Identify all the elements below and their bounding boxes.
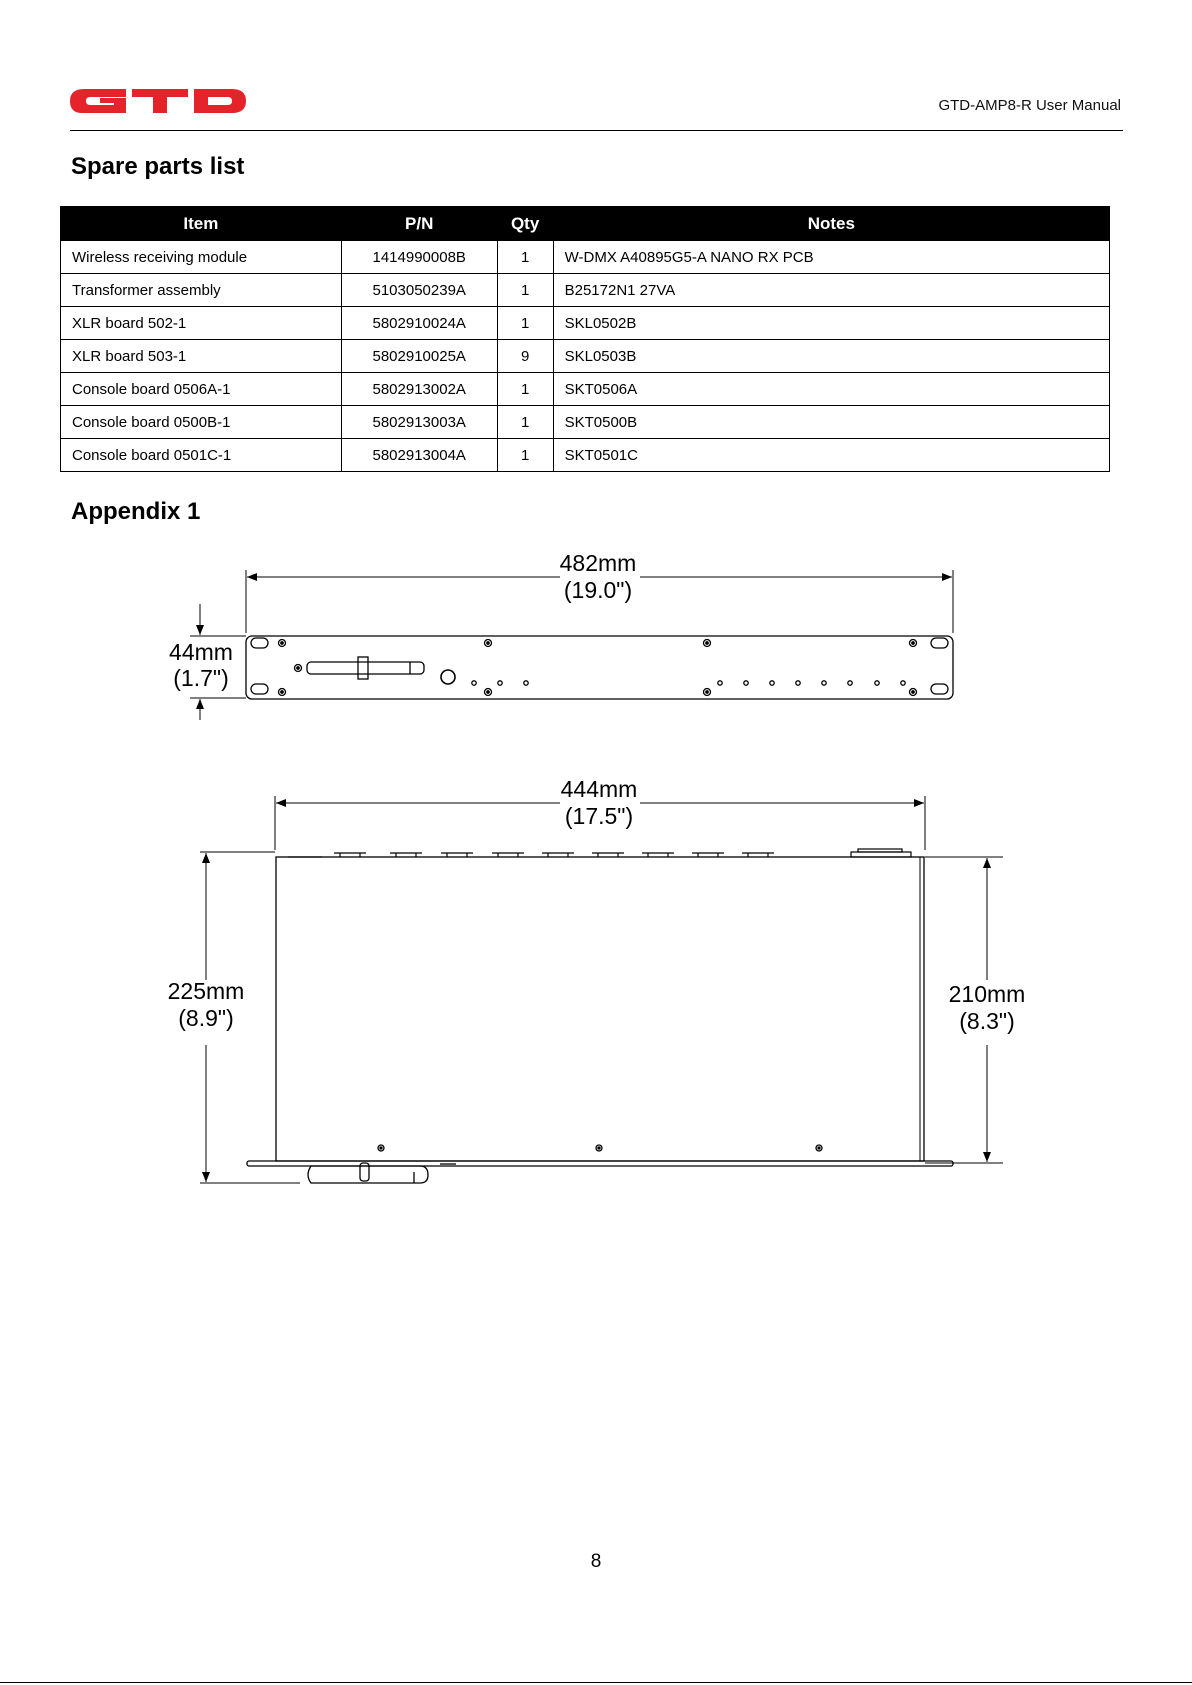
front-width-in-label: (19.0") — [563, 577, 633, 603]
notes-cell: SKL0503B — [553, 340, 1109, 373]
top-depth-right-mm-label: 210mm — [948, 981, 1026, 1007]
header-divider — [70, 130, 1123, 131]
qty-cell: 1 — [497, 439, 553, 472]
front-height-in-label: (1.7") — [173, 665, 229, 691]
top-depth-left-mm-label: 225mm — [167, 978, 245, 1004]
pn-cell: 5802913002A — [341, 373, 497, 406]
column-header-item: Item — [61, 207, 342, 241]
notes-cell: SKT0506A — [553, 373, 1109, 406]
table-row — [61, 373, 1110, 406]
notes-cell: SKT0500B — [553, 406, 1109, 439]
spare-parts-table — [60, 206, 1110, 472]
pn-cell: 5802910024A — [341, 307, 497, 340]
pn-cell: 5802910025A — [341, 340, 497, 373]
item-cell: XLR board 503-1 — [61, 340, 342, 373]
front-screws — [279, 640, 917, 696]
qty-cell: 9 — [497, 340, 553, 373]
rear-connectors — [288, 849, 911, 857]
item-cell: Console board 0500B-1 — [61, 406, 342, 439]
front-height-mm-label: 44mm — [169, 639, 233, 665]
item-cell: Wireless receiving module — [61, 241, 342, 274]
column-header-qty: Qty — [497, 207, 553, 241]
item-cell: Console board 0506A-1 — [61, 373, 342, 406]
dimension-drawing — [0, 540, 1192, 1200]
document-title: GTD-AMP8-R User Manual — [938, 97, 1121, 114]
column-header-pn: P/N — [341, 207, 497, 241]
pn-cell: 5103050239A — [341, 274, 497, 307]
top-depth-left-in-label: (8.9") — [178, 1005, 234, 1031]
antenna-icon — [307, 662, 424, 674]
pn-cell: 1414990008B — [341, 241, 497, 274]
front-width-mm-label: 482mm — [559, 550, 637, 576]
table-row — [61, 307, 1110, 340]
appendix-title: Appendix 1 — [71, 498, 201, 525]
notes-cell: W-DMX A40895G5-A NANO RX PCB — [553, 241, 1109, 274]
qty-cell: 1 — [497, 274, 553, 307]
notes-cell: SKT0501C — [553, 439, 1109, 472]
table-row — [61, 439, 1110, 472]
item-cell: Transformer assembly — [61, 274, 342, 307]
notes-cell: SKL0502B — [553, 307, 1109, 340]
page-number: 8 — [590, 1551, 602, 1572]
item-cell: Console board 0501C-1 — [61, 439, 342, 472]
top-view — [200, 796, 1003, 1183]
qty-cell: 1 — [497, 406, 553, 439]
table-row — [61, 241, 1110, 274]
qty-cell: 1 — [497, 307, 553, 340]
qty-cell: 1 — [497, 373, 553, 406]
item-cell: XLR board 502-1 — [61, 307, 342, 340]
gtd-logo — [70, 89, 246, 113]
page-bottom-edge — [0, 1682, 1192, 1683]
pn-cell: 5802913003A — [341, 406, 497, 439]
column-header-notes: Notes — [553, 207, 1109, 241]
table-row — [61, 406, 1110, 439]
top-width-in-label: (17.5") — [564, 803, 634, 829]
spare-parts-title: Spare parts list — [71, 153, 245, 180]
table-row — [61, 274, 1110, 307]
pn-cell: 5802913004A — [341, 439, 497, 472]
table-row — [61, 340, 1110, 373]
qty-cell: 1 — [497, 241, 553, 274]
top-depth-right-in-label: (8.3") — [959, 1008, 1015, 1034]
table-header-row — [61, 207, 1110, 241]
top-width-mm-label: 444mm — [560, 776, 638, 802]
notes-cell: B25172N1 27VA — [553, 274, 1109, 307]
